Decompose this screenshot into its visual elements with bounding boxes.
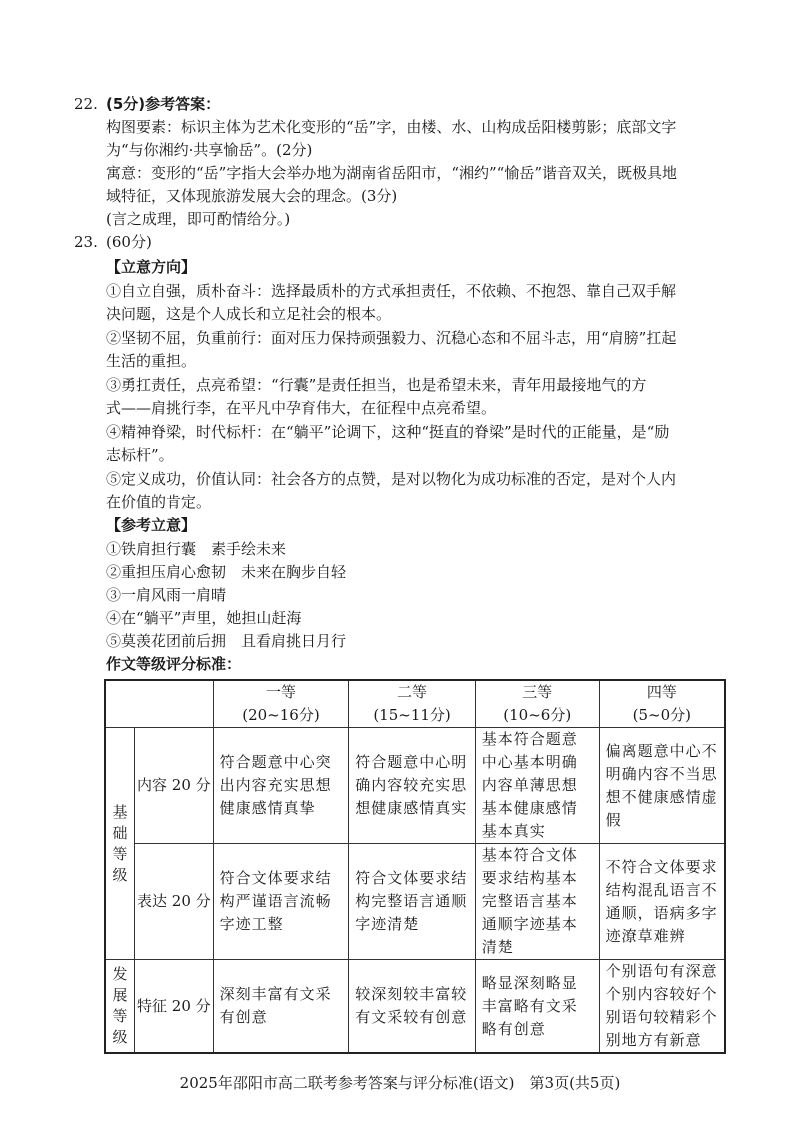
group-develop: 发展等级	[105, 960, 135, 1054]
direction-line: 志标杆”。	[106, 446, 174, 464]
question-heading: (60分)	[106, 233, 152, 251]
direction-line: 式——肩挑行李，在平凡中孕育伟大，在征程中点亮希望。	[106, 399, 497, 417]
question-number: 22.	[74, 95, 98, 113]
question-heading: (5分)参考答案：	[106, 95, 221, 113]
table-cell: 个别语句有深意个别内容较好个别语句较精彩个别地方有新意	[599, 960, 725, 1054]
direction-line: ③勇扛责任，点亮希望：“行囊”是责任担当，也是希望未来，青年用最接地气的方	[106, 376, 647, 394]
table-row	[105, 844, 725, 960]
page-footer: 2025年邵阳市高二联考参考答案与评分标准(语文) 第3页(共5页)	[179, 1074, 621, 1092]
table-cell: 深刻丰富有文采有创意	[213, 960, 349, 1054]
table-header-row	[105, 680, 725, 728]
section-title-direction: 【立意方向】	[106, 258, 197, 276]
table-cell: 符合文体要求结构严谨语言流畅字迹工整	[213, 844, 349, 960]
grade-range: (10~6分)	[503, 706, 572, 724]
table-cell: 基本符合文体要求结构基本完整语言基本通顺字迹基本清楚	[475, 844, 599, 960]
row-label: 表达 20 分	[135, 844, 214, 960]
table-row	[105, 960, 725, 1054]
reference-line: ⑤莫羡花团前后拥 且看肩挑日月行	[106, 632, 347, 650]
header-grade-4	[599, 680, 725, 728]
grade-range: (20~16分)	[242, 706, 320, 724]
answer-line: (言之成理，即可酌情给分。)	[106, 210, 291, 228]
table-cell: 略显深刻略显丰富略有文采略有创意	[475, 960, 599, 1054]
grade-label: 四等	[646, 683, 677, 701]
grading-table	[104, 679, 726, 1054]
reference-line: ①铁肩担行囊 素手绘未来	[106, 540, 287, 558]
table-title: 作文等级评分标准：	[106, 655, 242, 673]
direction-line: ②坚韧不屈，负重前行：面对压力保持顽强毅力、沉稳心态和不屈斗志，用“肩膀”扛起	[106, 329, 677, 347]
direction-line: 在价值的肯定。	[106, 493, 212, 511]
header-empty-cell	[105, 680, 213, 728]
header-grade-2	[349, 680, 476, 728]
header-grade-3	[475, 680, 599, 728]
reference-line: ④在“躺平”声里，她担山赶海	[106, 609, 302, 627]
row-label: 内容 20 分	[135, 728, 214, 844]
table-cell: 偏离题意中心不明确内容不当思想不健康感情虚假	[599, 728, 725, 844]
direction-line: ⑤定义成功，价值认同：社会各方的点赞，是对以物化为成功标准的否定，是对个人内	[106, 470, 677, 488]
row-label: 特征 20 分	[135, 960, 214, 1054]
question-number: 23.	[74, 233, 98, 251]
table-cell: 符合文体要求结构完整语言通顺字迹清楚	[349, 844, 476, 960]
table-cell: 较深刻较丰富较有文采较有创意	[349, 960, 476, 1054]
section-title-reference: 【参考立意】	[106, 516, 197, 534]
table-row	[105, 728, 725, 844]
group-basic: 基础等级	[105, 728, 135, 960]
answer-line: 构图要素：标识主体为艺术化变形的“岳”字，由楼、水、山构成岳阳楼剪影；底部文字	[106, 118, 677, 136]
table-cell: 符合题意中心明确内容较充实思想健康感情真实	[349, 728, 476, 844]
grade-range: (15~11分)	[373, 706, 451, 724]
direction-line: 生活的重担。	[106, 352, 197, 370]
answer-line: 寓意：变形的“岳”字指大会举办地为湖南省岳阳市，“湘约”“愉岳”谐音双关，既极具地	[106, 164, 678, 182]
table-cell: 符合题意中心突出内容充实思想健康感情真挚	[213, 728, 349, 844]
grade-label: 一等	[265, 683, 296, 701]
table-cell: 基本符合题意中心基本明确内容单薄思想基本健康感情基本真实	[475, 728, 599, 844]
grade-label: 二等	[397, 683, 428, 701]
grade-label: 三等	[522, 683, 553, 701]
table-cell: 不符合文体要求结构混乱语言不通顺，语病多字迹潦草难辨	[599, 844, 725, 960]
grade-range: (5~0分)	[632, 706, 692, 724]
header-grade-1	[213, 680, 349, 728]
reference-line: ②重担压肩心愈韧 未来在胸步自轻	[106, 563, 347, 581]
direction-line: ①自立自强，质朴奋斗：选择最质朴的方式承担责任，不依赖、不抱怨、靠自己双手解	[106, 282, 677, 300]
answer-line: 域特征，又体现旅游发展大会的理念。(3分)	[106, 187, 398, 205]
direction-line: ④精神脊梁，时代标杆：在“躺平”论调下，这种“挺直的脊梁”是时代的正能量，是“励	[106, 423, 670, 441]
answer-line: 为“与你湘约·共享愉岳”。(2分)	[106, 141, 313, 159]
direction-line: 决问题，这是个人成长和立足社会的根本。	[106, 305, 392, 323]
reference-line: ③一肩风雨一肩晴	[106, 586, 227, 604]
